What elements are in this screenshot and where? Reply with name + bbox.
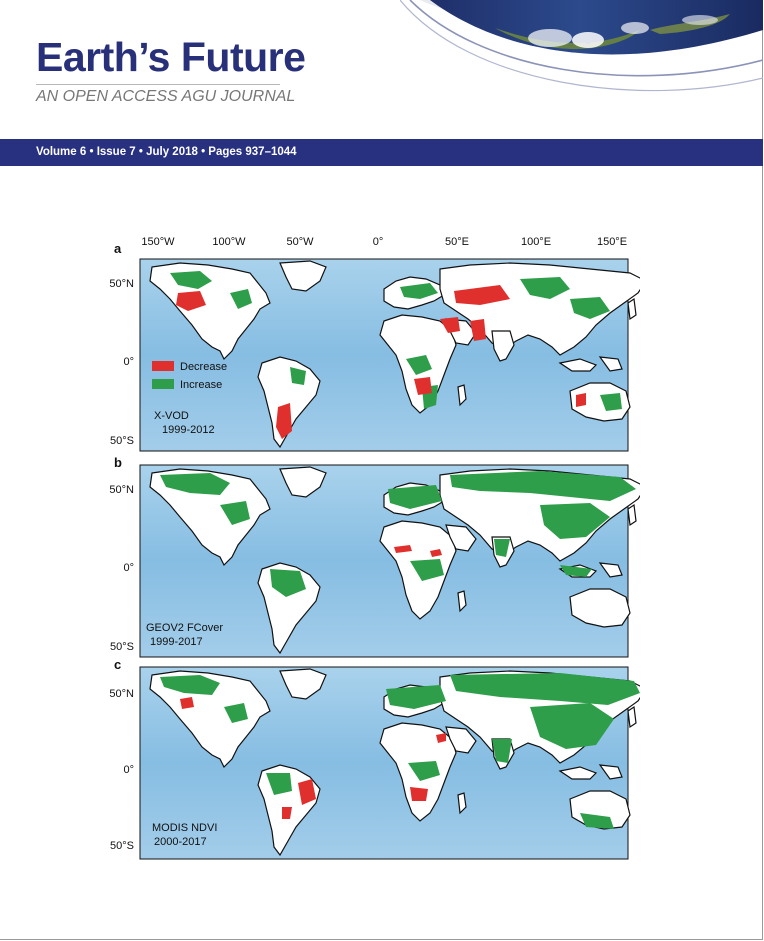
panel-caption-line2: 1999-2012 bbox=[162, 424, 215, 436]
panel-letter: b bbox=[114, 455, 122, 470]
lat-tick-label: 50°S bbox=[110, 840, 134, 852]
lon-tick-label: 100°E bbox=[520, 236, 552, 248]
legend-increase-swatch bbox=[152, 379, 174, 389]
panel-caption-line1: MODIS NDVI bbox=[152, 822, 218, 834]
earth-satellite-image bbox=[400, 0, 763, 110]
panel-b bbox=[109, 455, 640, 657]
issue-banner bbox=[0, 139, 763, 166]
panel-caption-line1: X-VOD bbox=[154, 410, 189, 422]
lat-tick-label: 0° bbox=[123, 356, 134, 368]
legend-increase-label: Increase bbox=[180, 379, 223, 391]
lat-tick-label: 50°N bbox=[109, 688, 134, 700]
panel-a bbox=[109, 241, 640, 451]
lon-tick-label: 50°E bbox=[445, 236, 469, 248]
lat-tick-label: 50°N bbox=[109, 484, 134, 496]
panel-letter: c bbox=[114, 657, 122, 672]
journal-title: Earth’s Future bbox=[36, 34, 306, 80]
lon-tick-label: 50°W bbox=[286, 236, 314, 248]
longitude-axis bbox=[141, 236, 627, 248]
panel-letter: a bbox=[114, 241, 122, 256]
panel-caption-line2: 1999-2017 bbox=[150, 636, 203, 648]
lon-tick-label: 100°W bbox=[212, 236, 246, 248]
lat-tick-label: 0° bbox=[123, 764, 134, 776]
title-divider bbox=[36, 84, 280, 85]
legend-decrease-label: Decrease bbox=[180, 361, 228, 373]
panel-c bbox=[109, 657, 640, 859]
legend-decrease-swatch bbox=[152, 361, 174, 371]
issue-banner-text: Volume 6 • Issue 7 • July 2018 • Pages 937–1044 bbox=[36, 146, 297, 158]
panel-caption-line1: GEOV2 FCover bbox=[146, 622, 224, 634]
lon-tick-label: 0° bbox=[372, 236, 384, 248]
lat-tick-label: 50°N bbox=[109, 278, 134, 290]
lon-tick-label: 150°W bbox=[141, 236, 175, 248]
journal-subtitle: AN OPEN ACCESS AGU JOURNAL bbox=[36, 88, 296, 105]
lat-tick-label: 50°S bbox=[110, 435, 134, 447]
vegetation-trend-figure bbox=[100, 235, 640, 865]
panel-caption-line2: 2000-2017 bbox=[154, 836, 207, 848]
lat-tick-label: 50°S bbox=[110, 641, 134, 653]
lat-tick-label: 0° bbox=[123, 562, 134, 574]
lon-tick-label: 150°E bbox=[596, 236, 628, 248]
